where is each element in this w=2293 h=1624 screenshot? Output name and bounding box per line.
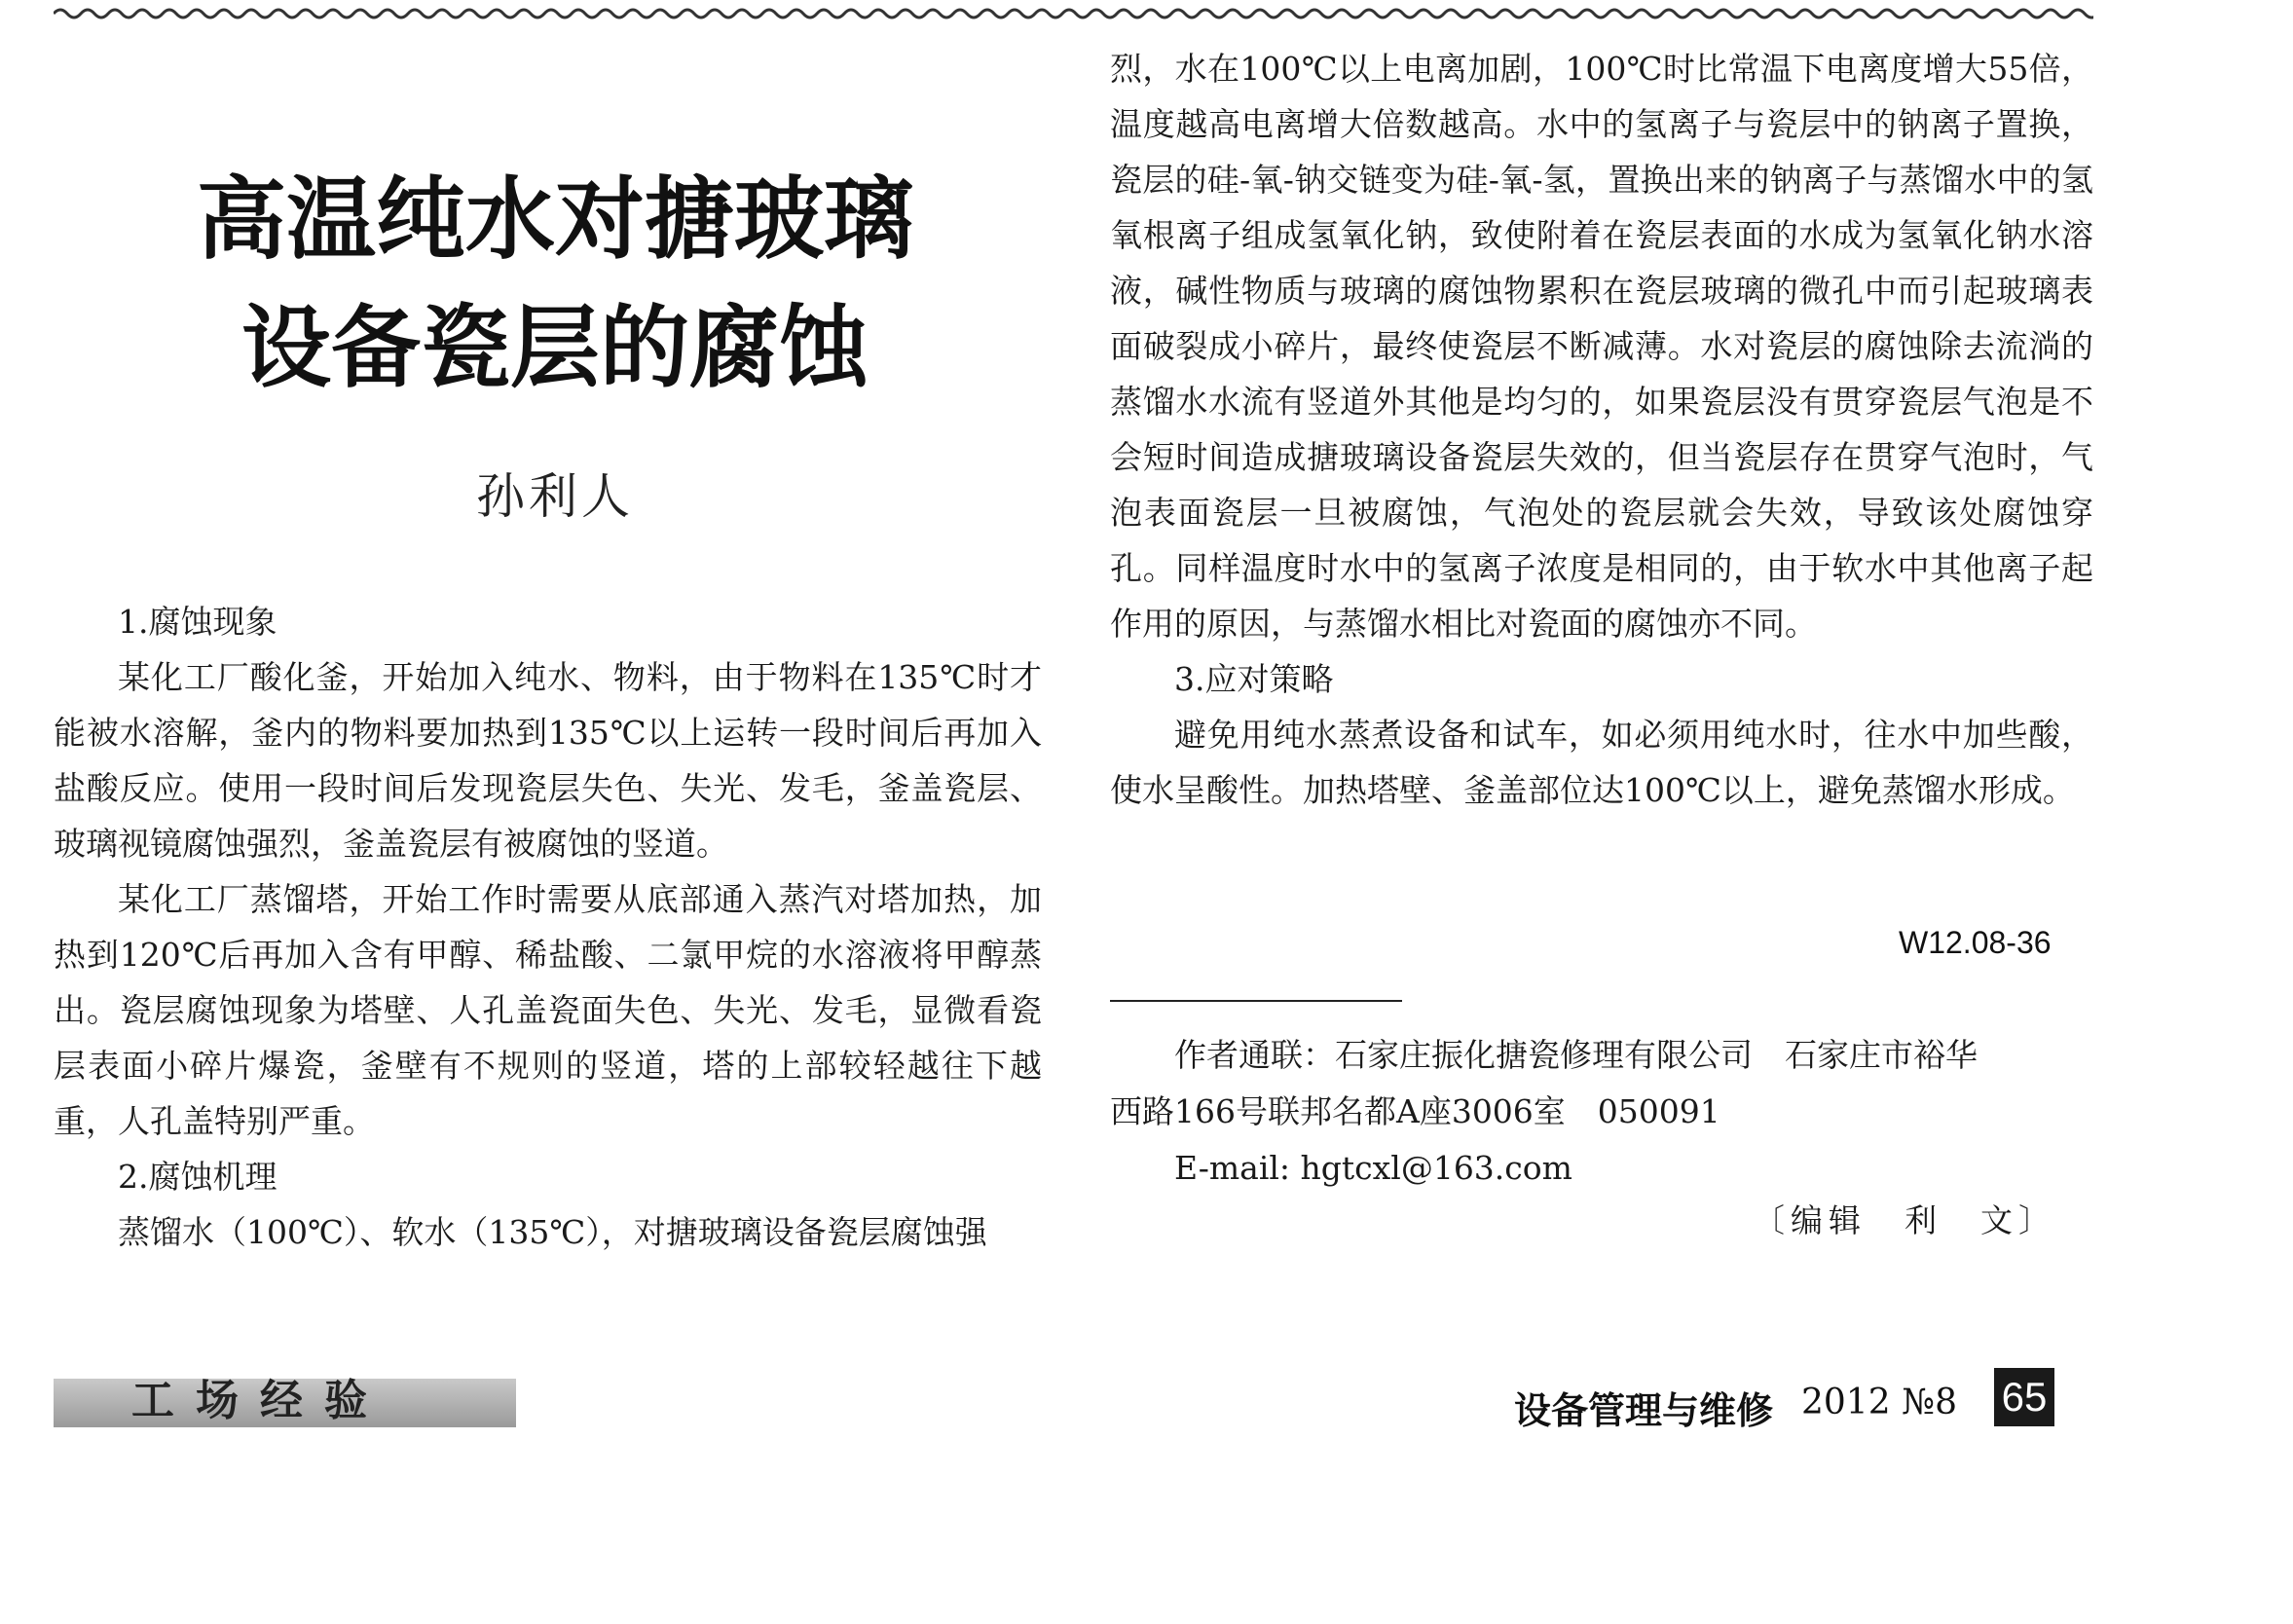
body-paragraph-continued: 烈，水在100℃以上电离加剧，100℃时比常温下电离度增大55倍，温度越高电离增大倍数越高。水中的氢离子与瓷层中的钠离子置换，瓷层的硅-氧-钠交链变为硅-氧-氢，置换出来的钠离子与蒸馏水中的氢氧根离子组成氢氧化钠，致使附着在瓷层表面的水成为氢氧化钠水溶液，碱性物质与玻璃的腐蚀物累积在瓷层玻璃的微孔中而引起玻璃表面破裂成小碎片，最终使瓷层不断减薄。水对瓷层的腐蚀除去流淌的蒸馏水水流有竖道外其他是均匀的，如果瓷层没有贯穿瓷层气泡是不会短时间造成搪玻璃设备瓷层失效的，但当瓷层存在贯穿气泡时，气泡表面瓷层一旦被腐蚀，气泡处的瓷层就会失效，导致该处腐蚀穿孔。同样温度时水中的氢离子浓度是相同的，由于软水中其他离子起作用的原因，与蒸馏水相比对瓷面的腐蚀亦不同。 [1110,50,2093,643]
issue-number: 2012 №8 [1801,1383,1958,1422]
section-heading: 3.应对策略 [1174,660,1334,698]
contact-email: E-mail: hgtcxl@163.com [1174,1149,1572,1187]
section-heading: 1.腐蚀现象 [118,603,277,641]
section-heading: 2.腐蚀机理 [118,1158,277,1196]
body-paragraph: 某化工厂酸化釜，开始加入纯水、物料，由于物料在135℃时才能被水溶解，釜内的物料要加热到135℃以上运转一段时间后再加入盐酸反应。使用一段时间后发现瓷层失色、失光、发毛，釜盖瓷层、玻璃视镜腐蚀强烈，釜盖瓷层有被腐蚀的竖道。 [54,658,1042,863]
author-name: 孙利人 [476,468,634,525]
top-wavy-rule [54,4,2093,23]
body-paragraph: 避免用纯水蒸煮设备和试车，如必须用纯水时，往水中加些酸，使水呈酸性。加热塔壁、釜盖部位达100℃以上，避免蒸馏水形成。 [1110,716,2093,809]
title-line-1: 高温纯水对搪玻璃 [196,167,913,272]
article-code: W12.08-36 [1899,925,2052,960]
body-paragraph: 某化工厂蒸馏塔，开始工作时需要从底部通入蒸汽对塔加热，加热到120℃后再加入含有甲醇、稀盐酸、二氯甲烷的水溶液将甲醇蒸出。瓷层腐蚀现象为塔壁、人孔盖瓷面失色、失光、发毛，显微看瓷层表面小碎片爆瓷，釜壁有不规则的竖道，塔的上部较轻越往下越重，人孔盖特别严重。 [54,880,1042,1140]
right-column [1110,41,2093,818]
article-title [117,156,993,413]
section-banner [54,1376,516,1427]
editor-note: 〔编辑 利 文〕 [1753,1201,2056,1239]
section-label: 工场经验 [131,1376,388,1425]
left-column [54,594,1042,1260]
contact-line-2: 西路166号联邦名都A座3006室 050091 [1110,1092,1720,1130]
page-number: 65 [1994,1368,2054,1426]
title-line-2: 设备瓷层的腐蚀 [240,296,869,400]
footnote-divider [1110,1000,1402,1002]
author-contact [1110,1027,2093,1197]
contact-line-1: 作者通联：石家庄振化搪瓷修理有限公司 石家庄市裕华 [1174,1036,1978,1074]
journal-name: 设备管理与维修 [1514,1389,1774,1432]
body-paragraph: 蒸馏水（100℃）、软水（135℃），对搪玻璃设备瓷层腐蚀强 [118,1213,987,1251]
